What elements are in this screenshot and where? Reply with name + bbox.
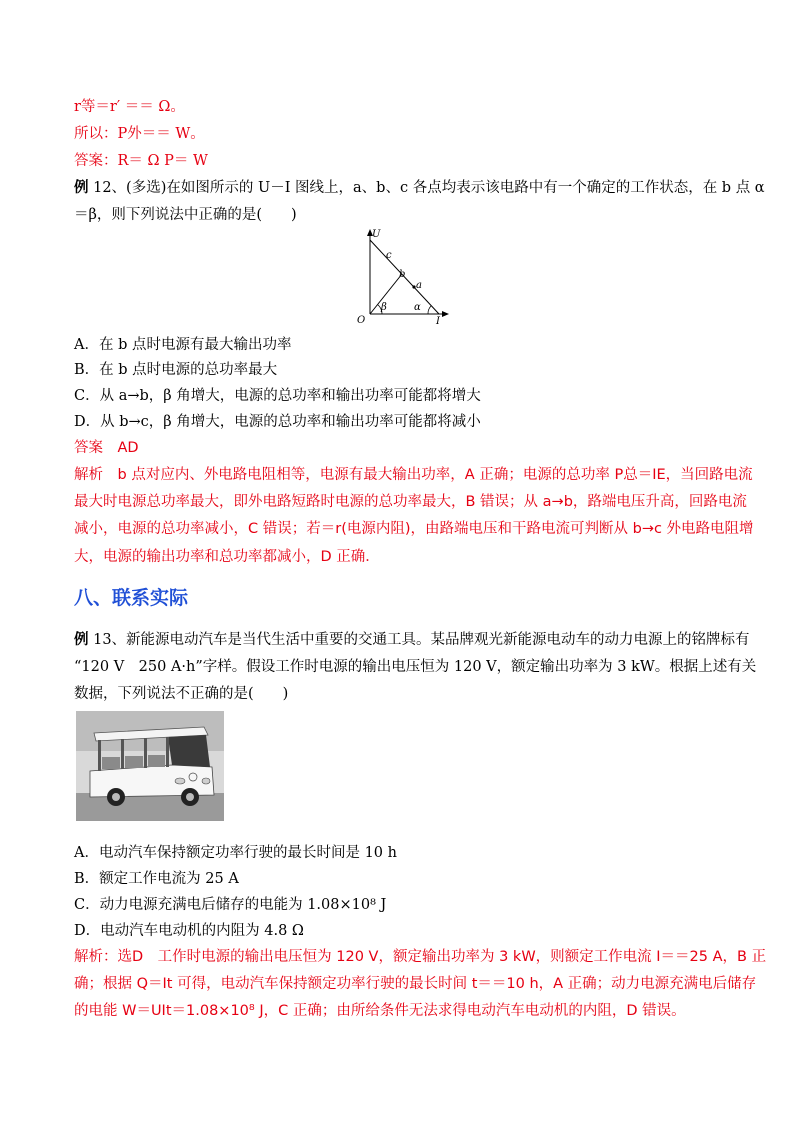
label-o: O: [357, 315, 366, 326]
wheel-rear-hub: [112, 793, 120, 801]
q12-option-c: C．从 a→b，β 角增大，电源的总功率和输出功率可能都将增大: [74, 388, 481, 404]
headlight-left: [175, 778, 185, 784]
label-u: U: [372, 229, 381, 240]
q13-analysis-line-2: 确；根据 Q＝It 可得，电动汽车保持额定功率行驶的最长时间 t＝＝10 h，A 正确；动力电源充满电后储存: [74, 976, 757, 992]
label-i: I: [436, 316, 440, 326]
car-seat-2: [125, 756, 143, 768]
car-seat-3: [148, 755, 165, 767]
q13-stem-line-2: “120 V 250 A·h”字样。假设工作时电源的输出电压恒为 120 V，额定输出功率为 3 kW。根据上述有关: [74, 659, 757, 675]
i-axis-arrow-icon: [442, 311, 449, 317]
q12-analysis-line-4: 大，电源的输出功率和总功率都减小，D 正确．: [74, 549, 380, 565]
q13-label: 例: [74, 631, 89, 648]
alpha-arc: [428, 306, 431, 314]
answer-line: 答案：R＝ Ω P＝ W: [74, 153, 208, 169]
section-heading: 八、联系实际: [74, 587, 189, 609]
car-seat-1: [102, 757, 120, 769]
q12-stem-line-1: [74, 178, 765, 198]
label-beta: β: [381, 302, 387, 313]
label-a: a: [416, 280, 422, 291]
car-pillar-4: [166, 737, 169, 767]
label-alpha: α: [414, 302, 421, 313]
car-pillar-1: [98, 740, 101, 771]
q13-option-c: C．动力电源充满电后储存的电能为 1.08×10⁸ J: [74, 897, 387, 913]
q12-analysis-line-2: 最大时电源总功率最大，即外电路短路时电源的总功率最大，B 错误；从 a→b，路端电压升高，回路电流: [74, 494, 747, 510]
label-c: c: [386, 250, 392, 261]
equivalence-line: r等＝r′ ＝＝ Ω。: [74, 99, 185, 115]
q13-stem-line-3: 数据，下列说法不正确的是( ): [74, 686, 289, 702]
wheel-front-hub: [186, 793, 194, 801]
q12-stem-text-1: 12、(多选)在如图所示的 U－I 图线上，a、b、c 各点均表示该电路中有一个确定的工作状态，在 b 点 α: [88, 180, 765, 196]
q12-analysis-line-1: 解析 b 点对应内、外电路电阻相等，电源有最大输出功率，A 正确；电源的总功率 P总＝IE，当回路电流: [74, 467, 753, 483]
label-b: b: [399, 269, 406, 280]
q13-analysis-line-3: 的电能 W＝UIt＝1.08×10⁸ J，C 正确；由所给条件无法求得电动汽车电动机的内阻，D 错误。: [74, 1003, 686, 1019]
headlight-right: [202, 778, 210, 784]
q13-option-b: B．额定工作电流为 25 A: [74, 871, 239, 887]
q13-option-a: A．电动汽车保持额定功率行驶的最长时间是 10 h: [74, 845, 397, 861]
q12-option-d: D．从 b→c，β 角增大，电源的总功率和输出功率可能都将减小: [74, 414, 481, 430]
q12-label: 例: [74, 179, 89, 196]
q13-option-d: D．电动汽车电动机的内阻为 4.8 Ω: [74, 923, 304, 939]
q13-stem-line-1: [74, 630, 750, 650]
car-windshield: [168, 735, 210, 767]
car-pillar-2: [121, 739, 124, 769]
q12-answer: 答案 AD: [74, 440, 139, 456]
ui-graph-figure: [350, 226, 460, 326]
power-line: 所以：P外＝＝ W。: [74, 126, 205, 142]
q12-stem-line-2: ＝β，则下列说法中正确的是( ): [74, 207, 297, 223]
q12-analysis-line-3: 减小，电源的总功率减小，C 错误；若＝r(电源内阻)，由路端电压和干路电流可判断从 b→c 外电路电阻增: [74, 521, 754, 537]
q13-stem-text-1: 13、新能源电动汽车是当代生活中重要的交通工具。某品牌观光新能源电动车的动力电源上的铭牌标有: [88, 632, 750, 648]
q13-analysis-line-1: 解析：选D 工作时电源的输出电压恒为 120 V，额定输出功率为 3 kW，则额定工作电流 I＝＝25 A，B 正: [74, 949, 767, 965]
q12-option-a: A．在 b 点时电源有最大输出功率: [74, 337, 292, 353]
car-pillar-3: [144, 738, 147, 768]
electric-car-photo: [76, 711, 224, 821]
q12-option-b: B．在 b 点时电源的总功率最大: [74, 362, 278, 378]
